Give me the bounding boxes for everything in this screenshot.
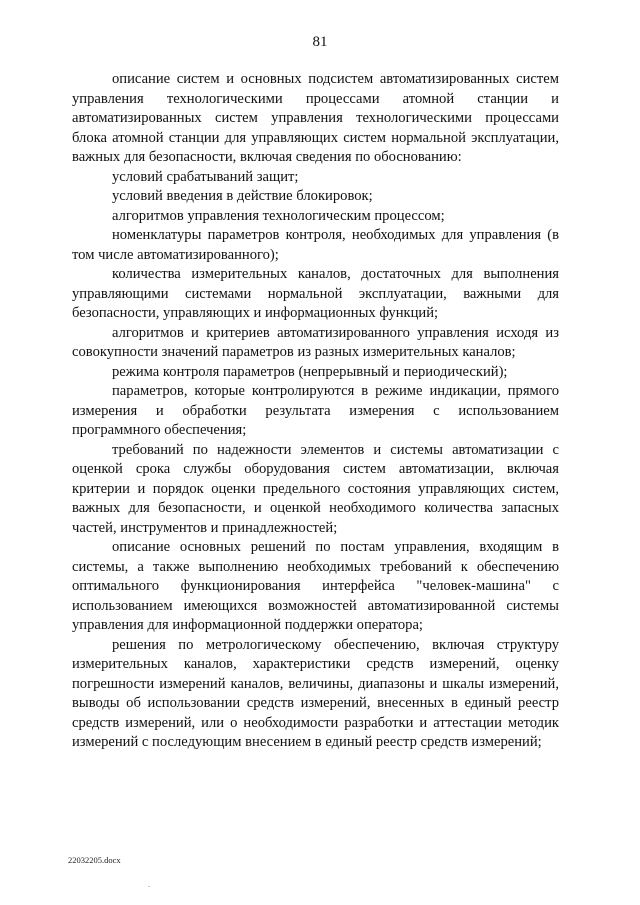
page-number: 81 (312, 34, 328, 50)
body-text (72, 70, 559, 753)
paragraph: алгоритмов управления технологическим процессом; (112, 207, 445, 224)
footer-file-name: 22032205.docx (68, 855, 121, 865)
paragraph: условий введения в действие блокировок; (112, 188, 373, 204)
paragraph: условий срабатываний защит; (112, 168, 299, 185)
paragraph: параметров, которые контролируются в режиме индикации, прямого измерения и обработки результата измерения с использованием программного обеспечения; (72, 383, 559, 438)
paragraph: решения по метрологическому обеспечению, включая структуру измерительных каналов, характеристики средств измерений, оценку погрешности измерений каналов, величины, диапазоны и шкалы измерений, выводы об использовании средств измерений, внесенных в единый реестр средств измерений, или о необходимости разработки и аттестации методик измерений с последующим внесением в единый реестр средств измерений; (72, 636, 559, 750)
paragraph: требований по надежности элементов и системы автоматизации с оценкой срока службы оборудования систем автоматизации, включая критерии и порядок оценки предельного состояния управляющих систем, важных для безопасности, и оценкой необходимого количества запасных частей, инструментов и принадлежностей; (72, 441, 559, 536)
paragraph: описание основных решений по постам управления, входящим в системы, а также выполнению необходимых требований к обеспечению оптимального функционирования интерфейса "человек-машина" с использованием имеющихся возможностей автоматизированной системы управления для информационной поддержки оператора; (72, 539, 559, 633)
paragraph: описание систем и основных подсистем автоматизированных систем управления технологическими процессами атомной станции и автоматизированных систем управления технологическими процессами блока атомной станции для управляющих систем нормальной эксплуатации, важных для безопасности, включая сведения по обоснованию: (72, 71, 559, 165)
paragraph: номенклатуры параметров контроля, необходимых для управления (в том числе автоматизированного); (72, 227, 559, 263)
paragraph: количества измерительных каналов, достаточных для выполнения управляющими системами нормальной эксплуатации, важными для безопасности, управляющих и информационных функций; (72, 266, 559, 321)
paragraph: режима контроля параметров (непрерывный и периодический); (112, 363, 508, 380)
paragraph: алгоритмов и критериев автоматизированного управления исходя из совокупности значений параметров из разных измерительных каналов; (72, 324, 559, 360)
scan-speck (148, 886, 150, 887)
